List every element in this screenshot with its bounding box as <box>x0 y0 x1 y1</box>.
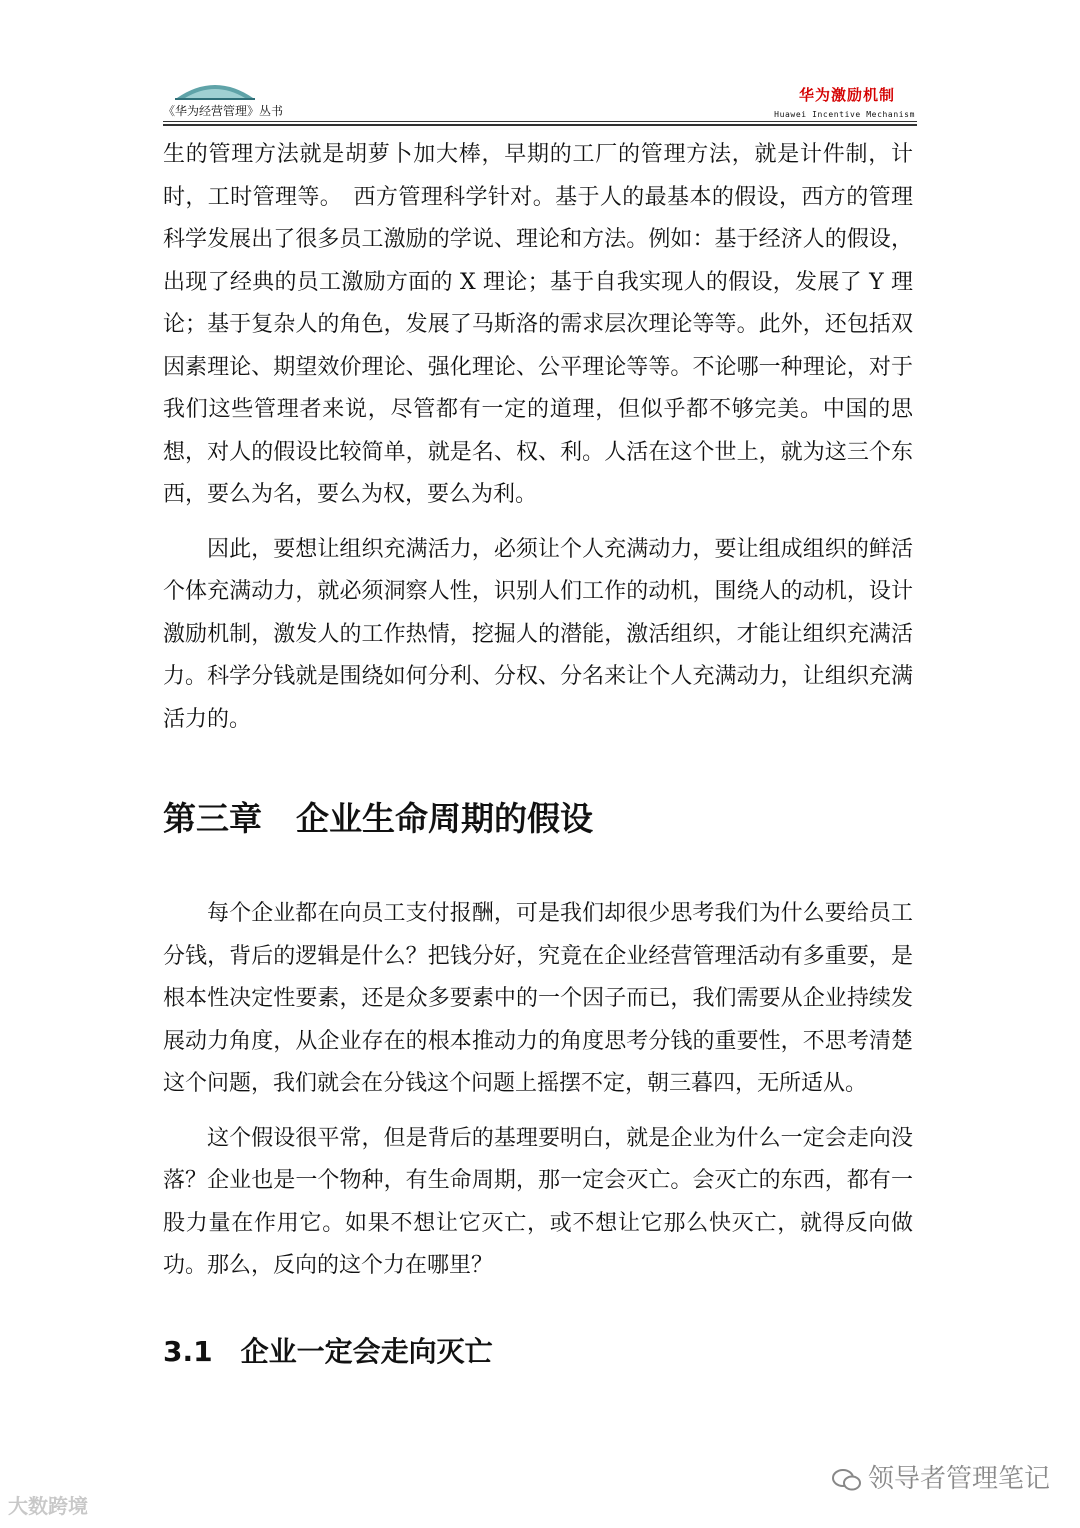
book-title-cn: 华为激励机制 <box>798 86 895 104</box>
section-title: 企业一定会走向灭亡 <box>240 1334 493 1368</box>
chapter-heading <box>163 795 913 843</box>
header-rule-thick <box>163 124 917 126</box>
watermark-left <box>8 1490 88 1519</box>
section-heading <box>163 1332 913 1372</box>
paragraph-4: 这个假设很平常，但是背后的基理要明白，就是企业为什么一定会走向没落？企业也是一个物种，有生命周期，那一定会灭亡。会灭亡的东西，都有一股力量在作用它。如果不想让它灭亡，或不想让它那么快灭亡，就得反向做功。那么，反向的这个力在哪里？ <box>163 1125 913 1278</box>
watermark-left-text: 大数跨境 <box>8 1494 88 1518</box>
series-logo-icon <box>175 76 255 102</box>
book-title-en: Huawei Incentive Mechanism <box>774 110 915 119</box>
chapter-number: 第三章 <box>163 799 262 838</box>
series-title: 《华为经营管理》丛书 <box>163 104 284 118</box>
watermark-right-text: 领导者管理笔记 <box>867 1464 1050 1494</box>
page-header <box>163 70 917 126</box>
wechat-icon <box>832 1468 862 1492</box>
header-rule-thin <box>163 121 917 122</box>
chapter-title: 企业生命周期的假设 <box>296 799 593 838</box>
page-content <box>163 134 913 1372</box>
paragraph-1: 生的管理方法就是胡萝卜加大棒，早期的工厂的管理方法，就是计件制，计时，工时管理等。 西方管理科学针对。基于人的最基本的假设，西方的管理科学发展出了很多员工激励的学说、理论和方法。例如：基于经济人的假设，出现了经典的员工激励方面的 X 理论；基于自我实现人的假设，发展了 Y 理论；基于复杂人的角色，发展了马斯洛的需求层次理论等等。此外，还包括双因素理论、期望效价理论、强化理论、公平理论等等。不论哪一种理论，对于我们这些管理者来说，尽管都有一定的道理，但似乎都不够完美。中国的思想，对人的假设比较简单，就是名、权、利。人活在这个世上，就为这三个东西，要么为名，要么为权，要么为利。 <box>163 142 913 507</box>
watermark-right <box>832 1458 1050 1495</box>
paragraph-3: 每个企业都在向员工支付报酬，可是我们却很少思考我们为什么要给员工分钱，背后的逻辑是什么？把钱分好，究竟在企业经营管理活动有多重要，是根本性决定性要素，还是众多要素中的一个因子而已，我们需要从企业持续发展动力角度，从企业存在的根本推动力的角度思考分钱的重要性，不思考清楚这个问题，我们就会在分钱这个问题上摇摆不定，朝三暮四，无所适从。 <box>163 901 913 1096</box>
section-number: 3.1 <box>163 1334 213 1368</box>
paragraph-2: 因此，要想让组织充满活力，必须让个人充满动力，要让组成组织的鲜活个体充满动力，就必须洞察人性，识别人们工作的动机，围绕人的动机，设计激励机制，激发人的工作热情，挖掘人的潜能，激活组织，才能让组织充满活力。科学分钱就是围绕如何分利、分权、分名来让个人充满动力，让组织充满活力的。 <box>163 536 913 732</box>
